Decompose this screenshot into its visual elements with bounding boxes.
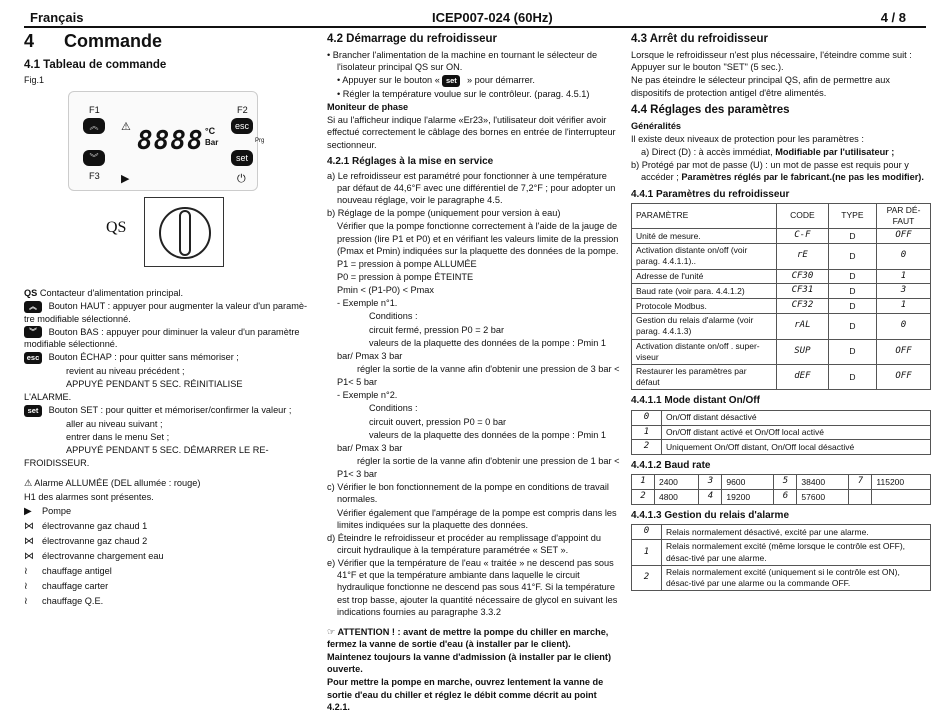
table-row [632,244,931,269]
param-default-cell: 1 [877,299,931,314]
header-page-number: 4 / 8 [880,10,906,25]
esc-key-icon: esc [24,352,42,364]
rotary-switch-icon [144,197,224,267]
param-type-cell: D [828,365,876,390]
param-name-cell: Unité de mesure. [632,229,777,244]
param-code-cell: dEF [777,365,829,390]
table-row [632,284,931,299]
param-type-cell: D [828,339,876,364]
section-4-3-title: 4.3 Arrêt du refroidisseur [631,33,768,45]
baud-cell [849,490,872,505]
mode-key-cell: 0 [632,410,662,425]
header-doc-id: ICEP007-024 (60Hz) [432,10,553,25]
baud-cell: 7 [849,475,872,490]
qs-figure-label: QS [106,218,127,236]
baud-cell: 4800 [654,490,698,505]
baud-cell: 2 [632,490,655,505]
power-icon: ⏻ [237,172,246,185]
column-middle: 4.2 Démarrage du refroidisseur • Brancher l'alimentation de la machine en tournant le sélecteur de l'isolateur principal QS sur ON. • Appuyer sur le bouton « set » pour démarrer. • Régler la température voulue sur le contrôleur. (parag. 4.5.1) Moniteur de phase Si au l'afficheur indique l'alarme «Er23», l'utilisateur doit vérifier avoir effectué correctement le câblage des bornes en entrée de l'interrupteur sectionneur. 4.2.1 Réglages à la mise en service a) Le refroidisseur est paramétré pour fonctionner à une température par défaut de 44,6°F avec une différentiel de 7,2°F ; pour adopter un nouveau réglage, voir le paragraphe 4.5. b) Réglage de la pompe (uniquement pour version à eau) Vérifier que la pompe fonctionne correctement à l'aide de la jauge de pression (lire P1 et P0) et en vérifiant les valeurs limite de la pression (Pmax et Pmin) indiquées sur la plaquette des données de la pompe. P1 = pression à pompe ALLUMÉE P0 = pression à pompe ÉTEINTE Pmin < (P1-P0) < Pmax - Exemple n°1. Conditions : circuit fermé, pression P0 = 2 bar valeurs de la plaquette des données de la pompe : Pmin 1 bar/ Pmax 3 bar régler la sortie de la vanne afin d'obtenir une pression de 3 bar < P1< 5 bar - Exemple n°2. Conditions : circuit ouvert, pression P0 = 0 bar valeurs de la plaquette des données de la pompe : Pmin 1 bar/ Pmax 3 bar régler la sortie de la vanne afin d'obtenir une pression de 1 bar < P1< 3 bar c) Vérifier le bon fonctionnement de la pompe en conditions de travail normales. Vérifier également que l'ampérage de la pompe est compris dans les limites indiquées sur la plaquette des données. d) Éteindre le refroidisseur et procéder au remplissage d'appoint du circuit hydraulique à la température paramétrée « SET ». e) Vérifier que la température de l'eau « traitée » ne descend pas sous 41°F et que la température ambiante dans laquelle le circuit hydraulique fonctionne ne descend pas sous 41°F. Si la température est trop basse, ajouter la quantité nécessaire de glycol en suivant les indications fournies au paragraphe 3.3.2 ☞ ATTENTION ! : avant de mettre la pompe du chiller en marche, fermez la vanne de sortie d'eau (à installer par le client). Maintenez toujours la vanne d'admission (à installer par le client) ouverte. Pour mettre la pompe en marche, ouvrez lentement la vanne de sortie d'eau du chiller et réglez le débit comme décrit au point 4.2.1. [327,30,622,714]
baud-cell: 9600 [722,475,774,490]
section-4-4-1-3-title: 4.4.1.3 Gestion du relais d'alarme [631,510,790,522]
param-name-cell: Protocole Modbus. [632,299,777,314]
table-row [632,299,931,314]
baud-cell: 3 [699,475,722,490]
down-desc: ︾ Bouton BAS : appuyer pour diminuer la valeur d'un paramètre modifiable sélectionné. [24,326,300,350]
param-code-cell: CF30 [777,269,829,284]
mode-key-cell: 1 [632,425,662,440]
param-name-cell: Activation distante on/off (voir parag. 4.4.1.1).. [632,244,777,269]
baud-cell: 115200 [872,475,931,490]
param-default-cell: OFF [877,229,931,244]
param-code-cell: CF32 [777,299,829,314]
table-row [632,540,931,565]
bar-label: Bar [205,137,219,147]
param-name-cell: Activation distante on/off . super-viseur [632,339,777,364]
table-row [632,475,931,490]
baud-cell [872,490,931,505]
section-title: 4 Commande [24,31,163,51]
param-code-cell: SUP [777,339,829,364]
param-code-cell: C-F [777,229,829,244]
baud-cell: 5 [774,475,797,490]
param-code-cell: rAL [777,314,829,339]
table-row [632,410,931,425]
mode-key-cell: 2 [632,440,662,455]
table-row [632,490,931,505]
set-key-icon: set [24,405,42,417]
up-desc: ︽ Bouton HAUT : appuyer pour augmenter la valeur d'un paramè-tre modifiable sélectionné. [24,300,308,324]
pump-status-icon: ▶ [121,172,130,185]
relay-value-cell: Relais normalement excité (uniquement si le contrôle est ON), désac-tivé par une alarme ou la commande OFF. [662,565,931,590]
set-desc: set Bouton SET : pour quitter et mémoriser/confirmer la valeur ; [24,404,314,417]
param-type-cell: D [828,299,876,314]
param-type-cell: D [828,229,876,244]
prg-label: Prg [255,137,265,144]
param-code-cell: CF31 [777,284,829,299]
baud-rate-table [631,474,931,505]
param-name-cell: Restaurer les paramètres par défaut [632,365,777,390]
f2-label: F2 [237,104,248,115]
baud-cell: 38400 [797,475,849,490]
down-key-icon: ︾ [24,326,42,338]
alarm-desc: ⚠ Alarme ALLUMÉE (DEL allumée : rouge) [24,478,201,489]
alarm-icon: ⚠ [24,478,33,489]
section-4-4-1-1-title: 4.4.1.1 Mode distant On/Off [631,395,760,407]
crankcase-heater-icon: ≀ [24,580,28,592]
control-panel-figure [68,91,265,191]
mode-value-cell: On/Off distant désactivé [662,410,931,425]
param-name-cell: Baud rate (voir para. 4.4.1.2) [632,284,777,299]
up-key-icon: ︽ [24,301,42,313]
relay-value-cell: Relais normalement excité (même lorsque le contrôle est OFF), désac-tivé par une alarme. [662,540,931,565]
remote-mode-table [631,410,931,456]
up-button[interactable]: ︽ [83,118,105,134]
section-4-4-1-2-title: 4.4.1.2 Baud rate [631,460,711,472]
relay-value-cell: Relais normalement désactivé, excité par une alarme. [662,525,931,540]
section-4-4-title: 4.4 Réglages des paramètres [631,103,790,116]
down-button[interactable]: ︾ [83,150,105,166]
panel-heater-icon: ≀ [24,595,28,607]
param-default-cell: 1 [877,269,931,284]
celsius-label: °C [205,125,216,136]
param-code-cell: rE [777,244,829,269]
table-row [632,425,931,440]
page-header [24,6,926,28]
param-type-cell: D [828,314,876,339]
table-row [632,525,931,540]
table-row [632,269,931,284]
relay-key-cell: 2 [632,565,662,590]
baud-cell: 57600 [797,490,849,505]
section-4-4-1-title: 4.4.1 Paramètres du refroidisseur [631,188,790,200]
fig-label: Fig.1 [24,74,45,85]
legend-list: ▶ Pompe ⋈ électrovanne gaz chaud 1 ⋈ électrovanne gaz chaud 2 ⋈ électrovanne chargement eau ≀ chauffage antigel ≀ chauffage carter ≀ chauffage Q.E. [24,505,164,607]
esc-button[interactable]: esc [231,118,253,134]
qs-switch-figure [24,197,314,273]
relay-key-cell: 0 [632,525,662,540]
baud-cell: 6 [774,490,797,505]
section-4-2-1-title: 4.2.1 Réglages à la mise en service [327,155,494,167]
f1-label: F1 [89,104,100,115]
param-name-cell: Adresse de l'unité [632,269,777,284]
table-row [632,229,931,244]
hot-gas-valve-2-icon: ⋈ [24,535,34,547]
baud-cell: 19200 [722,490,774,505]
param-type-cell: D [828,284,876,299]
qs-desc: QS Contacteur d'alimentation principal. [24,287,184,298]
param-default-cell: 0 [877,314,931,339]
parameters-table: PARAMÈTRE CODE TYPE PAR DÉ-FAUT Unité de mesure. C-F D OFF Activation distante on/off (voir parag. 4.4.1.1).. rE D 0 Adresse de l'unité CF30 D 1 Baud rate (voir para. 4.4.1.2) CF31 D 3 Protocole Modbus. CF32 D 1 Gestion du relais d'alarme (voir parag. 4.4.1.3) rAL D 0 Activation distante on/off . super-viseur SUP D OFF Restaurer les paramètres par défaut dEF D OFF [631,203,931,391]
table-row [632,565,931,590]
baud-cell: 1 [632,475,655,490]
mode-value-cell: On/Off distant activé et On/Off local activé [662,425,931,440]
table-row [632,440,931,455]
attention-note: ☞ ATTENTION ! : avant de mettre la pompe du chiller en marche, fermez la vanne de sortie d'eau (à installer par le client). Maintenez toujours la vanne d'admission (à installer par le client) ouverte. Pour mettre la pompe en marche, ouvrez lentement la vanne de sortie d'eau du chiller et réglez le débit comme décrit au point 4.2.1. [327,626,612,712]
water-valve-icon: ⋈ [24,550,34,562]
alarm-relay-table [631,524,931,591]
param-default-cell: 3 [877,284,931,299]
param-default-cell: OFF [877,365,931,390]
param-type-cell: D [828,244,876,269]
set-key-icon: set [442,75,460,87]
param-default-cell: 0 [877,244,931,269]
section-4-2-title: 4.2 Démarrage du refroidisseur [327,33,498,45]
param-type-cell: D [828,269,876,284]
table-row [632,365,931,390]
baud-cell: 2400 [654,475,698,490]
column-right: 4.3 Arrêt du refroidisseur Lorsque le refroidisseur n'est plus nécessaire, l'éteindre comme suit : Appuyer sur le bouton "SET" (5 sec.). Ne pas éteindre le sélecteur principal QS, afin de permettre aux dispositifs de protection antigel d'être alimentés. 4.4 Réglages des paramètres Généralités Il existe deux niveaux de protection pour les paramètres : a) Direct (D) : à accès immédiat, Modifiable par l'utilisateur ; b) Protégé par mot de passe (U) : un mot de passe est requis pour y accéder ; Paramètres réglés par le fabricant.(ne pas les modifier). 4.4.1 Paramètres du refroidisseur PARAMÈTRE CODE TYPE PAR DÉ-FAUT Unité de mesure. C-F D OFF Activation distante on/off (voir parag. 4.4.1.1).. rE D 0 Adresse de l'unité CF30 D 1 Baud rate (voir para. 4.4.1.2) CF31 D 3 Protocole Modbus. CF32 D 1 Gestion du relais d'alarme (voir parag. 4.4.1.3) rAL D 0 Activation distante on/off . super-viseur SUP D OFF Restaurer les paramètres par défaut dEF D OFF 4.4.1.1 Mode distant On/Off 0 On/Off distant désactivé 1 On/Off distant activé et On/Off local activé 2 Uniquement On/Off distant, On/Off local désactivé 4.4.1.2 Baud rate 1 2400 3 9600 5 38400 7 115200 2 4800 4 19200 6 57600 4.4.1.3 Gestion du relais d'alarme 0 Relais normalement désactivé, excité par une alarme. 1 Relais normalement excité (même lorsque le contrôle est OFF), désac-tivé par une alarme. 2 Relais normalement excité (uniquement si le contrôle est ON), désac-tivé par une alarme ou la commande OFF. [631,30,931,591]
relay-key-cell: 1 [632,540,662,565]
table-row [632,339,931,364]
antifreeze-heater-icon: ≀ [24,565,28,577]
section-4-1-title: 4.1 Tableau de commande [24,58,167,71]
alarm-triangle-icon: ⚠ [121,120,131,133]
hot-gas-valve-1-icon: ⋈ [24,520,34,532]
table-row [632,314,931,339]
set-button[interactable]: set [231,150,253,166]
esc-desc: esc Bouton ÉCHAP : pour quitter sans mémoriser ; [24,351,314,364]
column-left: 4 Commande 4.1 Tableau de commande Fig.1 F1 F2 ︽ ︾ F3 ⚠ 8888 °C Bar esc set Prg ▶ ⏻ QS QS Contacteur d'alimentation principal. ︽ Bouton HAUT : appuyer pour augmenter la valeur d'un paramè-tre modifiable sélectionné. ︾ Bouton BAS : appuyer pour diminuer la valeur d'un paramètre modifiable sélectionné. esc Bouton ÉCHAP : pour quitter sans mémoriser ; revient au niveau précédent ; APPUYÉ PENDANT 5 SEC. RÉINITIALISE L'ALARME. set Bouton SET : pour quitter et mémoriser/confirmer la valeur ; aller au niveau suivant ; entrer dans le menu Set ; APPUYÉ PENDANT 5 SEC. DÉMARRER LE RE- FROIDISSEUR. ⚠ Alarme ALLUMÉE (DEL allumée : rouge) H1 des alarmes sont présentes. ▶ Pompe ⋈ électrovanne gaz chaud 1 ⋈ électrovanne gaz chaud 2 ⋈ électrovanne chargement eau ≀ chauffage antigel ≀ chauffage carter ≀ chauffage Q.E. [24,30,314,609]
param-name-cell: Gestion du relais d'alarme (voir parag. 4.4.1.3) [632,314,777,339]
f3-label: F3 [89,170,100,181]
baud-cell: 4 [699,490,722,505]
param-default-cell: OFF [877,339,931,364]
mode-value-cell: Uniquement On/Off distant, On/Off local désactivé [662,440,931,455]
header-language: Français [30,10,84,25]
pump-icon: ▶ [24,505,32,517]
led-display: 8888 [137,125,204,156]
